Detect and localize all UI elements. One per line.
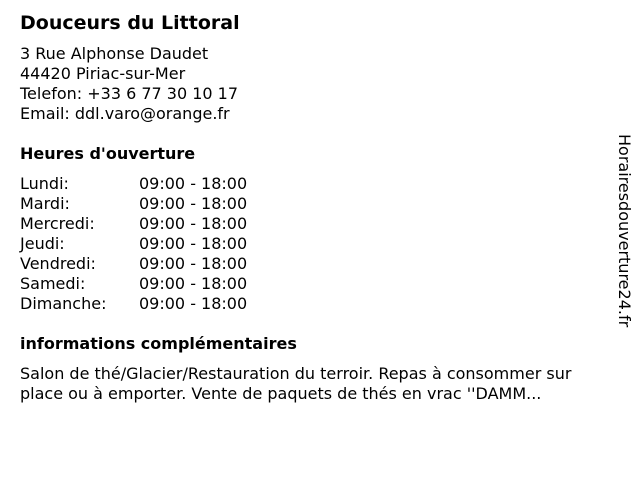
time-range: 09:00 - 18:00 <box>139 274 248 293</box>
time-range: 09:00 - 18:00 <box>139 234 248 253</box>
day-label: Lundi: <box>20 174 69 193</box>
street-address: 3 Rue Alphonse Daudet <box>20 44 209 63</box>
day-label: Mercredi: <box>20 214 95 233</box>
day-label: Samedi: <box>20 274 86 293</box>
hours-title: Heures d'ouverture <box>20 144 196 163</box>
time-range: 09:00 - 18:00 <box>139 174 248 193</box>
hours-row-lundi <box>20 174 610 194</box>
phone-number: Telefon: +33 6 77 30 10 17 <box>20 84 239 103</box>
day-label: Vendredi: <box>20 254 96 273</box>
day-label: Jeudi: <box>20 234 65 253</box>
hours-row-vendredi <box>20 254 610 274</box>
time-range: 09:00 - 18:00 <box>139 294 248 313</box>
day-label: Mardi: <box>20 194 70 213</box>
day-label: Dimanche: <box>20 294 107 313</box>
brand-watermark: Horairesdouverture24.fr <box>615 134 634 328</box>
address-block <box>20 44 610 124</box>
hours-row-jeudi <box>20 234 610 254</box>
business-card <box>20 10 610 404</box>
hours-row-mardi <box>20 194 610 214</box>
time-range: 09:00 - 18:00 <box>139 254 248 273</box>
hours-row-mercredi <box>20 214 610 234</box>
time-range: 09:00 - 18:00 <box>139 214 248 233</box>
time-range: 09:00 - 18:00 <box>139 194 248 213</box>
hours-row-dimanche <box>20 294 610 314</box>
info-description: Salon de thé/Glacier/Restauration du terroir. Repas à consommer sur place ou à emporter. Vente de paquets de thés en vrac ''DAMM... <box>20 364 572 403</box>
hours-table <box>20 174 610 314</box>
business-name: Douceurs du Littoral <box>20 12 240 34</box>
email-address: Email: ddl.varo@orange.fr <box>20 104 230 123</box>
hours-row-samedi <box>20 274 610 294</box>
info-title: informations complémentaires <box>20 334 297 353</box>
city-address: 44420 Piriac-sur-Mer <box>20 64 186 83</box>
